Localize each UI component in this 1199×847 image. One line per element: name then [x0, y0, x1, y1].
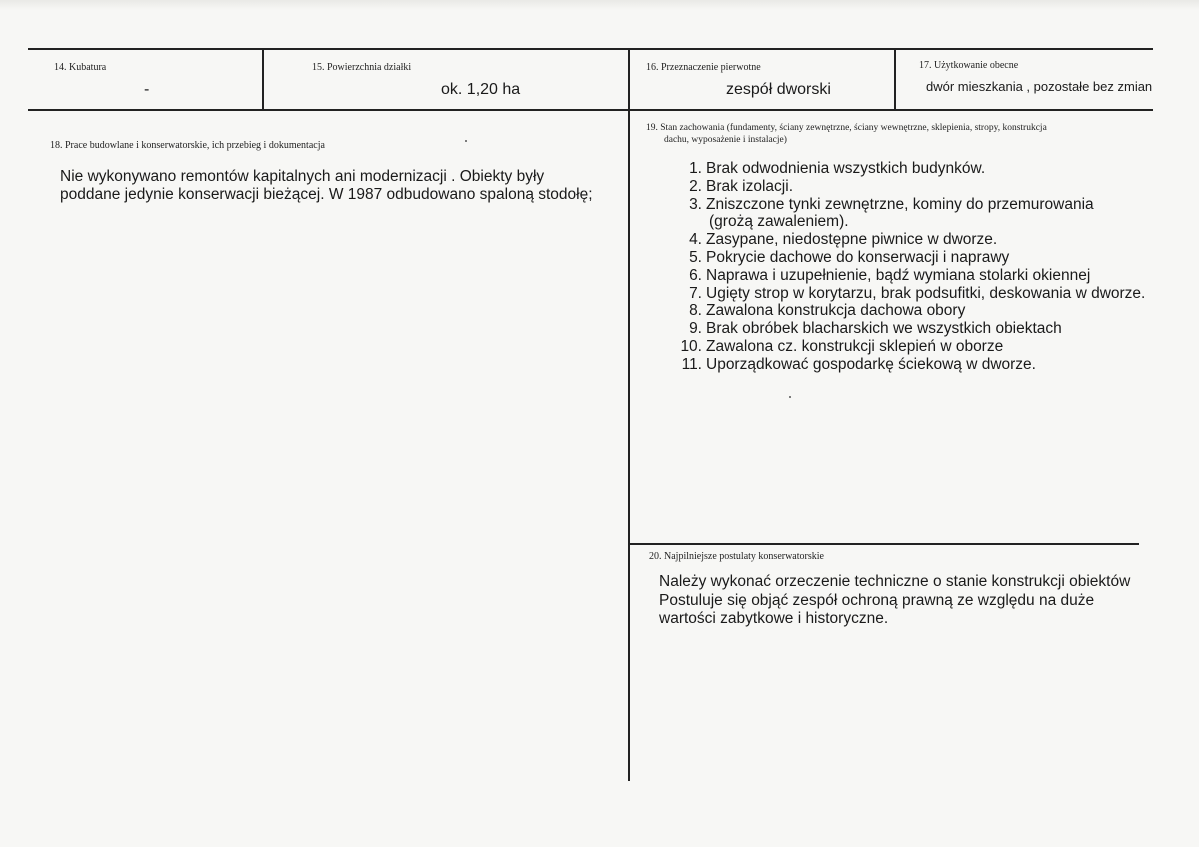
field-16-value: zespół dworski	[726, 81, 831, 98]
list-item: 7. Ugięty strop w korytarzu, brak podsufitki, deskowania w dworze.	[689, 284, 1146, 302]
field-20-line: Postuluje się objąć zespół ochroną prawną ze względu na duże	[659, 591, 1095, 609]
list-item: 9. Brak obróbek blacharskich we wszystkich obiektach	[689, 320, 1062, 338]
list-item: 10. Zawalona cz. konstrukcji sklepień w oborze	[680, 337, 1004, 355]
field-14-value: -	[144, 81, 150, 98]
divider-16-17	[894, 48, 896, 110]
section-20-rule	[628, 543, 1139, 545]
divider-14-15	[262, 48, 264, 110]
field-16-label: 16. Przeznaczenie pierwotne	[646, 62, 761, 73]
field-15-value: ok. 1,20 ha	[441, 81, 521, 98]
list-item: 5. Pokrycie dachowe do konserwacji i naprawy	[689, 248, 1010, 266]
field-17-label: 17. Użytkowanie obecne	[919, 60, 1019, 71]
field-18-line: Nie wykonywano remontów kapitalnych ani modernizacji . Obiekty były	[60, 168, 545, 185]
field-17-value: dwór mieszkania , pozostałe bez zmian	[926, 79, 1153, 94]
scan-speck	[789, 396, 791, 398]
field-20-line: wartości zabytkowe i historyczne.	[659, 610, 889, 627]
field-20-label: 20. Najpilniejsze postulaty konserwatorskie	[649, 551, 824, 562]
list-item: 2. Brak izolacji.	[689, 177, 793, 195]
field-19-label-line2: dachu, wyposażenie i instalacje)	[664, 135, 787, 145]
main-divider	[628, 48, 630, 781]
field-19-label-line1: 19. Stan zachowania (fundamenty, ściany zewnętrzne, ściany wewnętrzne, sklepienia, stropy, konstrukcja	[646, 123, 1047, 133]
list-item: 11. Uporządkować gospodarkę ściekową w dworze.	[681, 355, 1036, 373]
top-rule	[28, 48, 1153, 50]
field-19-list	[672, 160, 1145, 374]
field-14-label: 14. Kubatura	[54, 62, 107, 73]
field-18-text	[60, 168, 593, 204]
field-18-line: poddane jedynie konserwacji bieżącej. W 1987 odbudowano spaloną stodołę;	[60, 186, 593, 203]
list-item: 8. Zawalona konstrukcja dachowa obory	[689, 302, 966, 320]
list-item: 4. Zasypane, niedostępne piwnice w dworze.	[689, 231, 998, 249]
list-item: 1. Brak odwodnienia wszystkich budynków.	[689, 160, 986, 177]
page-edge	[0, 0, 1199, 10]
field-18-label: 18. Prace budowlane i konserwatorskie, ich przebieg i dokumentacja	[50, 140, 325, 151]
header-bottom-rule	[28, 109, 1153, 111]
scan-speck	[465, 140, 467, 142]
list-item: 6. Naprawa i uzupełnienie, bądź wymiana stolarki okiennej	[689, 266, 1091, 284]
field-20-line: Należy wykonać orzeczenie techniczne o stanie konstrukcji obiektów	[659, 573, 1131, 590]
list-item: 3. Zniszczone tynki zewnętrzne, kominy do przemurowania (grożą zawaleniem).	[689, 195, 1094, 231]
field-15-label: 15. Powierzchnia działki	[312, 62, 412, 73]
field-20-text	[659, 573, 1130, 629]
